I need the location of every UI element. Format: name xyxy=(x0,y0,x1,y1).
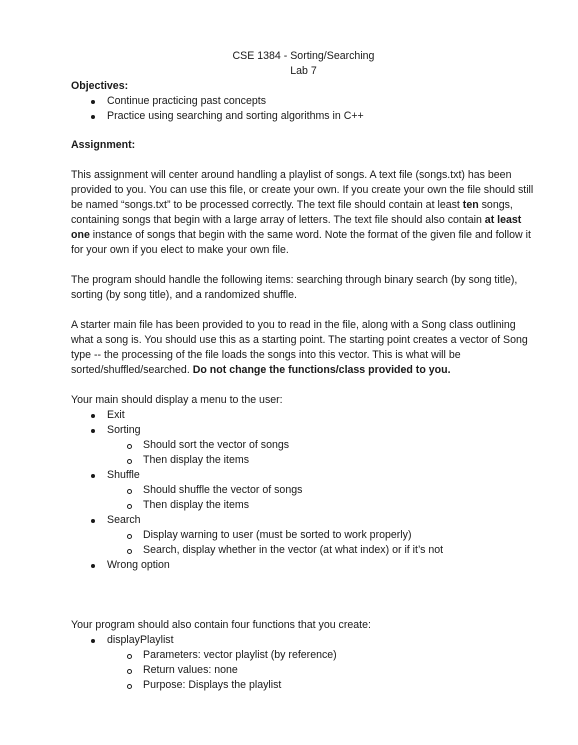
text-span: instance of songs that begin with the same word. Note the format of the given file and follow it for your own if you elect to make your own file. xyxy=(71,229,531,256)
function-item-display-playlist xyxy=(71,633,536,693)
objectives-heading: Objectives: xyxy=(71,80,129,92)
sublist xyxy=(107,483,536,513)
objectives-list xyxy=(71,94,536,124)
menu-item-label: Shuffle xyxy=(107,469,140,481)
list-item: Display warning to user (must be sorted to work properly) xyxy=(107,528,536,543)
functions-intro: Your program should also contain four functions that you create: xyxy=(71,619,371,631)
menu-item-sorting xyxy=(71,423,536,468)
list-item: Return values: none xyxy=(107,663,536,678)
list-item: Continue practicing past concepts xyxy=(71,94,536,109)
menu-item-shuffle xyxy=(71,468,536,513)
functions-list xyxy=(71,633,536,693)
document-header xyxy=(71,49,536,79)
list-item: Parameters: vector playlist (by reference) xyxy=(107,648,536,663)
text-span: This assignment will center around handling a playlist of songs. A text file (songs.txt) has been provided to you. You can use this file, or create your own. If you create your own the file should still be named “songs.txt” to be processed correctly. The text file should contain at least xyxy=(71,169,534,211)
list-item: Search, display whether in the vector (at what index) or if it’s not xyxy=(107,543,536,558)
assignment-heading: Assignment: xyxy=(71,139,136,151)
menu-item-label: Search xyxy=(107,514,141,526)
list-item: Purpose: Displays the playlist xyxy=(107,678,536,693)
menu-item-exit: Exit xyxy=(71,408,536,423)
list-item: Then display the items xyxy=(107,453,536,468)
text-span: songs, containing songs that begin with a large array of letters. The text file should also contain xyxy=(71,199,513,226)
list-item: Should shuffle the vector of songs xyxy=(107,483,536,498)
menu-list xyxy=(71,408,536,573)
list-item: Practice using searching and sorting algorithms in C++ xyxy=(71,109,536,124)
menu-item-label: Sorting xyxy=(107,424,141,436)
paragraph-features: The program should handle the following items: searching through binary search (by song title), sorting (by song title), and a randomized shuffle. xyxy=(71,274,518,301)
emphasis-do-not-change: Do not change the functions/class provided to you. xyxy=(192,364,451,376)
menu-intro: Your main should display a menu to the user: xyxy=(71,394,283,406)
menu-item-wrong-option: Wrong option xyxy=(71,558,536,573)
emphasis-ten: ten xyxy=(462,199,479,211)
function-name: displayPlaylist xyxy=(107,634,174,646)
paragraph-intro xyxy=(71,168,536,258)
document-subtitle: Lab 7 xyxy=(290,65,317,77)
menu-item-search xyxy=(71,513,536,558)
text-span: A starter main file has been provided to you to read in the file, along with a Song class outlining what a song is. You should use this as a starting point. The starting point creates a vector of Song type -- the processing of the file loads the songs into this vector. This is what will be sorted/shuffled/searched. xyxy=(71,319,528,376)
sublist xyxy=(107,648,536,693)
list-item: Then display the items xyxy=(107,498,536,513)
emphasis-at-least-one: at least one xyxy=(71,214,522,241)
paragraph-starter xyxy=(71,318,536,378)
document-title: CSE 1384 - Sorting/Searching xyxy=(232,50,375,62)
sublist xyxy=(107,528,536,558)
document-page xyxy=(71,49,536,693)
list-item: Should sort the vector of songs xyxy=(107,438,536,453)
sublist xyxy=(107,438,536,468)
